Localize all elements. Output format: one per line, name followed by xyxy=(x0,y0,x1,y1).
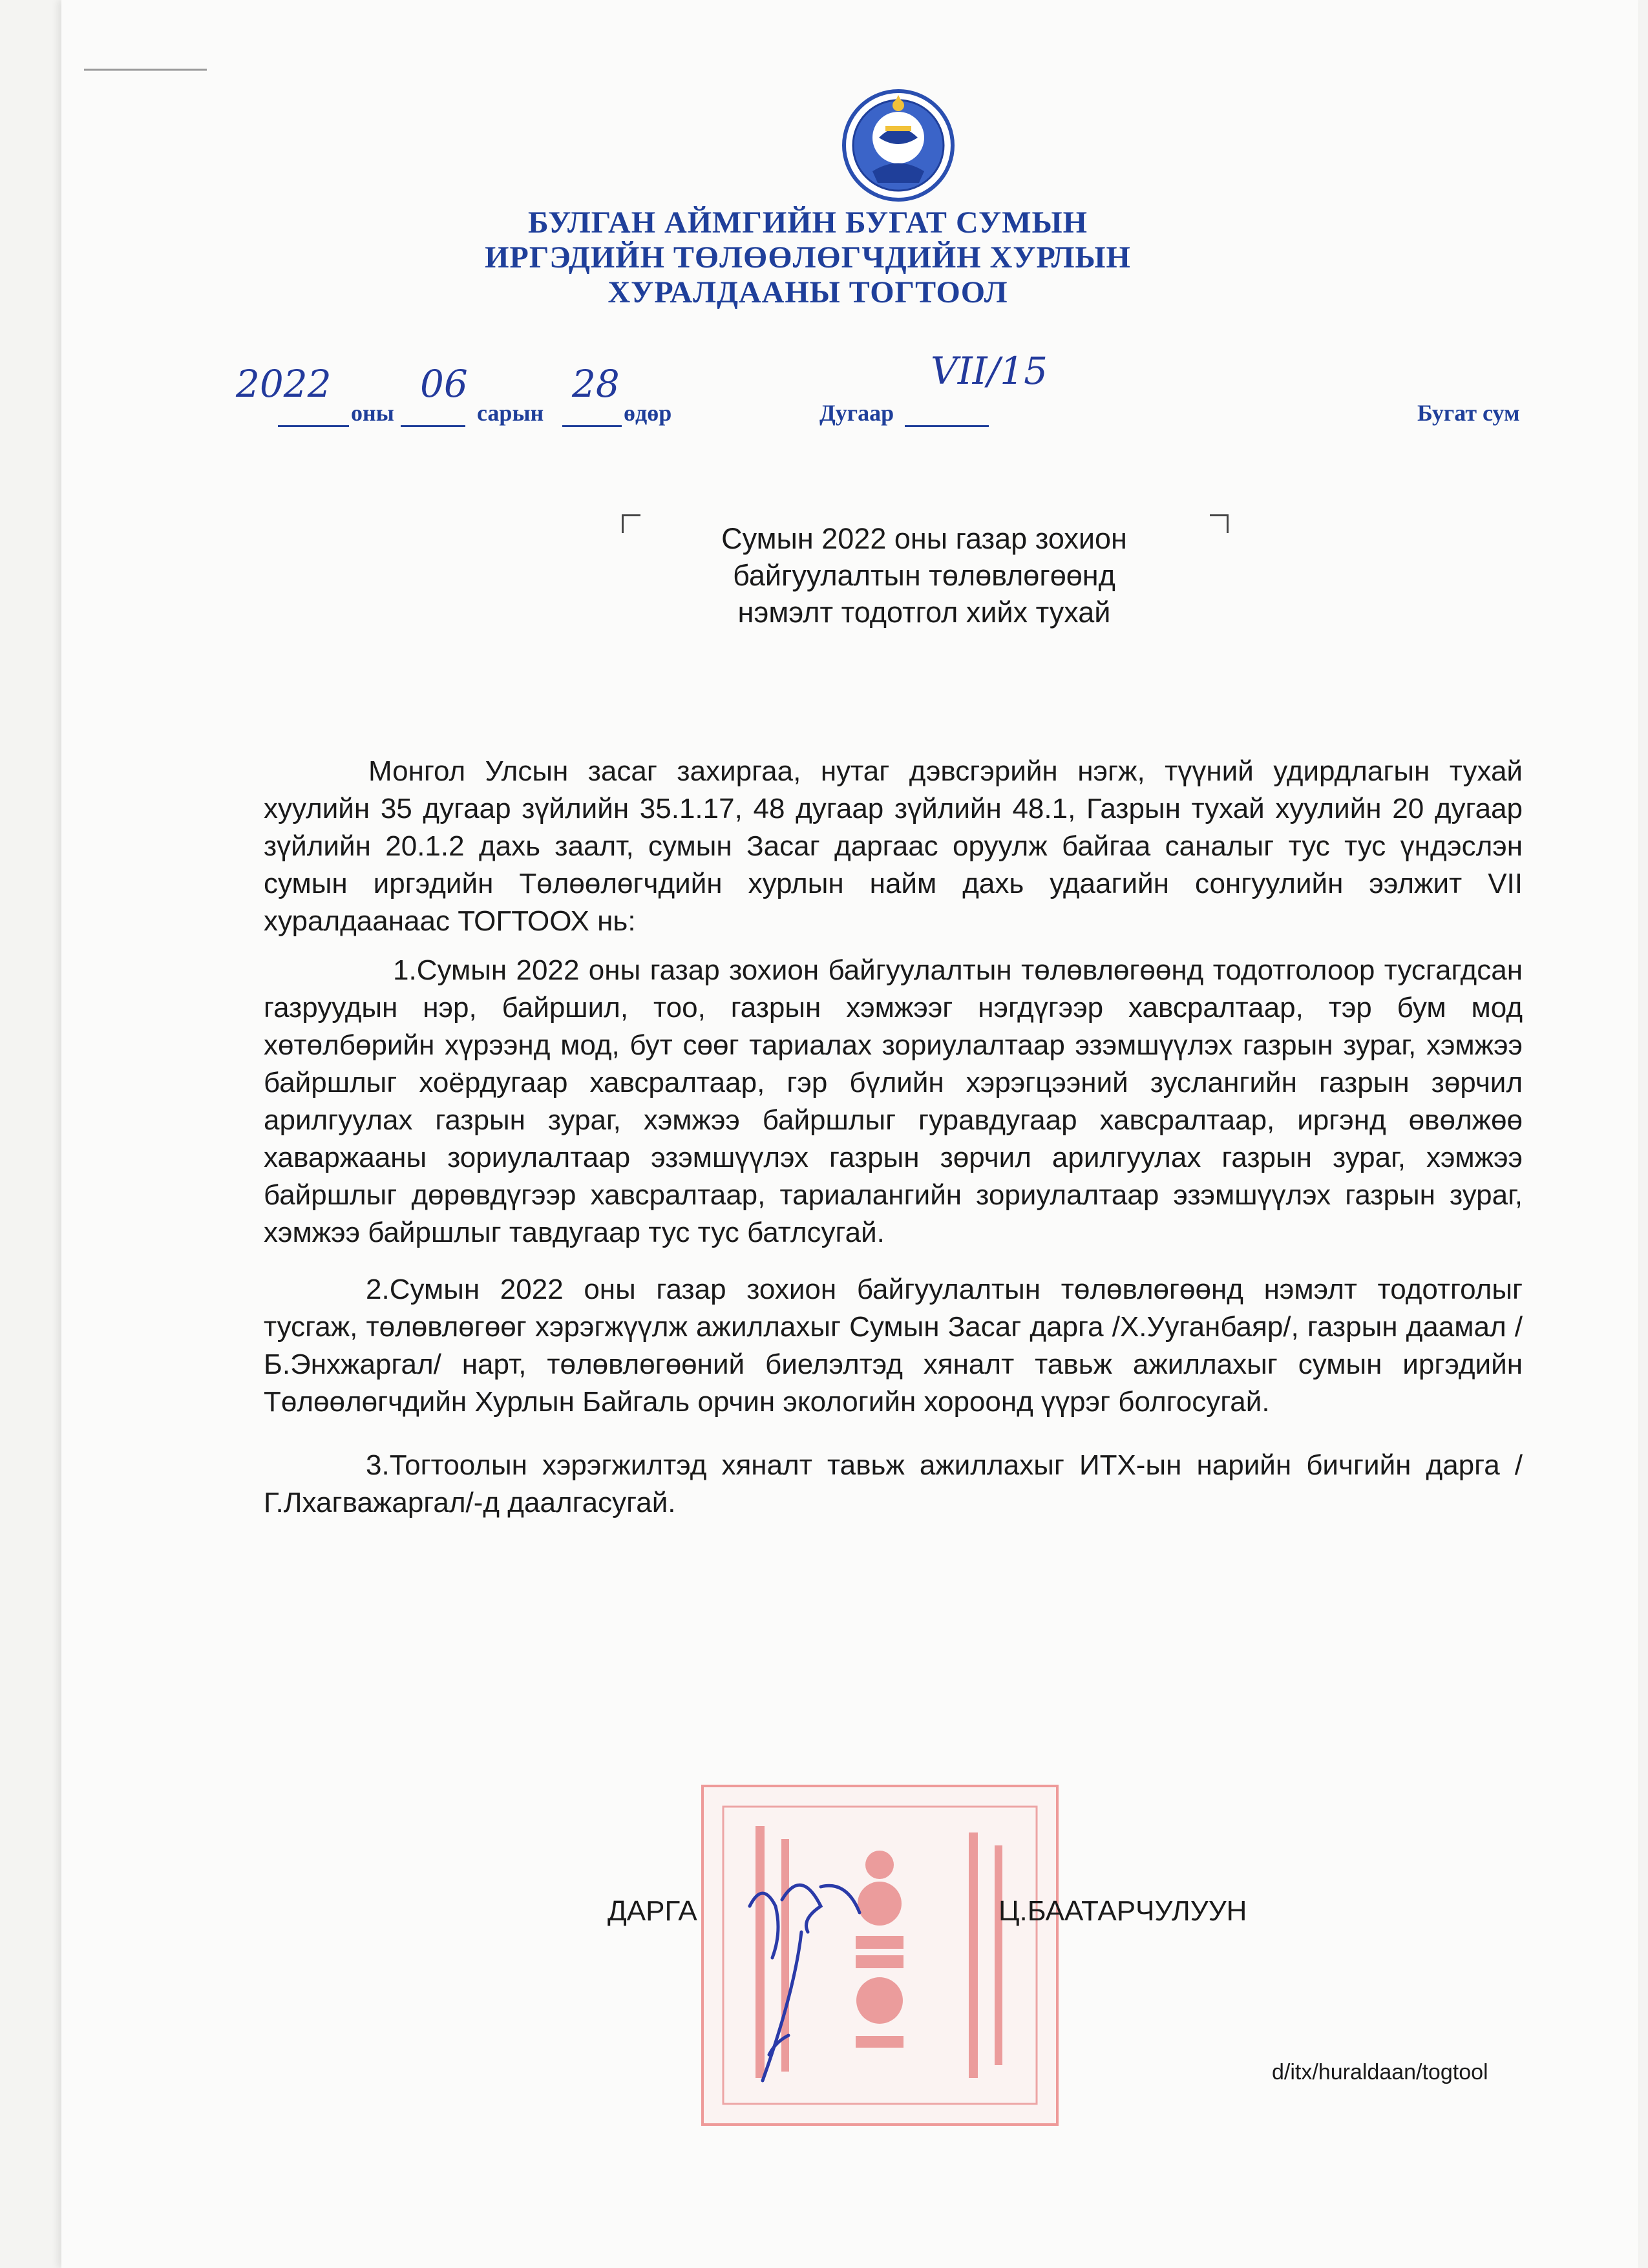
month-underline xyxy=(401,425,465,427)
subject-line-2: байгуулалтын төлөвлөгөөнд xyxy=(733,559,1115,592)
subject-bracket-right xyxy=(1210,514,1229,533)
signatory-name: Ц.БААТАРЧУЛУУН xyxy=(998,1895,1247,1927)
handwritten-day: 28 xyxy=(572,362,620,406)
day-underline xyxy=(562,425,622,427)
resolution-item-1: 1.Сумын 2022 оны газар зохион байгуулалтын төлөвлөгөөнд тодотголоор тусгагдсан газруудын нэр, байршил, тоо, газрын хэмжээг нэгдүгээр хавсралтаар, тэр бум мод хөтөлбөрийн хүрээнд мод, бут сөөг тариалах зориулалтаар эзэмшүүлэх газрын зураг, хэмжээ байршлыг хоёрдугаар хавсралтаар, гэр бүлийн хэрэгцээний зуслангийн газрын зөрчил арилгуулах газрын зураг, хэмжээ байршлыг гуравдугаар хавсралтаар, иргэнд өвөлжөө хаваржааны зориулалтаар эзэмшүүлэх газрын зөрчил арилгуулах газрын зураг, хэмжээ байршлыг дөрөвдүгээр хавсралтаар, тариалангийн зориулалтаар эзэмшүүлэх газрын зураг, хэмжээ байршлыг тавдугаар тус тус батлсугай. xyxy=(264,954,1523,1248)
handwritten-month: 06 xyxy=(420,362,468,406)
document-body xyxy=(264,753,1523,1548)
subject-line-3: нэмэлт тодотгол хийх тухай xyxy=(737,596,1111,629)
subject-line-1: Сумын 2022 оны газар зохион xyxy=(721,522,1127,555)
document-header xyxy=(452,205,1163,310)
header-line-3: ХУРАЛДААНЫ ТОГТООЛ xyxy=(607,275,1008,310)
date-number-line xyxy=(0,349,1648,439)
intro-paragraph: Монгол Улсын засаг захиргаа, нутаг дэвсгэрийн нэгж, түүний удирдлагын тухай хуулийн 35 дугаар зүйлийн 35.1.17, 48 дугаар зүйлийн 48.1, Газрын тухай хуулийн 20 дугаар зүйлийн 20.1.2 дахь заалт, сумын Засаг даргаас оруулж байгаа саналыг тус тус үндэслэн сумын иргэдийн Төлөөлөгчдийн хурлын найм дахь удаагийн сонгуулийн ээлжит VII хуралдаанаас ТОГТООХ нь: xyxy=(264,755,1523,937)
resolution-item-3: 3.Тогтоолын хэрэгжилтэд хяналт тавьж ажиллахыг ИТХ-ын нарийн бичгийн дарга /Г.Лхагважаргал/-д даалгасугай. xyxy=(264,1449,1523,1518)
handwritten-year: 2022 xyxy=(236,362,332,406)
handwritten-number: VII/15 xyxy=(931,349,1048,393)
year-label: оны xyxy=(351,400,394,426)
resolution-item-2: 2.Сумын 2022 оны газар зохион байгуулалтын төлөвлөгөөнд нэмэлт тодотголыг тусгаж, төлөвлөгөөг хэрэгжүүлж ажиллахыг Сумын Засаг дарга /Х.Ууганбаяр/, газрын даамал /Б.Энхжаргал/ нарт, төлөвлөгөөний биелэлтэд хяналт тавьж ажиллахыг сумын иргэдийн Төлөөлөгчдийн Хурлын Байгаль орчин экологийн хороонд үүрэг болгосугай. xyxy=(264,1274,1523,1418)
document-subject xyxy=(646,520,1202,631)
month-label: сарын xyxy=(477,400,544,426)
subject-bracket-left xyxy=(622,514,640,533)
header-line-2: ИРГЭДИЙН ТӨЛӨӨЛӨГЧДИЙН ХУРЛЫН xyxy=(485,240,1131,275)
header-line-1: БУЛГАН АЙМГИЙН БУГАТ СУМЫН xyxy=(528,205,1088,240)
handwritten-signature xyxy=(724,1861,905,2087)
number-label: Дугаар xyxy=(819,400,894,426)
staple-mark xyxy=(84,67,207,72)
number-underline xyxy=(905,425,989,427)
state-emblem-icon xyxy=(840,87,956,204)
signatory-title: ДАРГА xyxy=(607,1895,697,1927)
place-label: Бугат сум xyxy=(1417,400,1520,426)
file-reference: d/itx/huraldaan/togtool xyxy=(1272,2060,1488,2084)
year-underline xyxy=(278,425,349,427)
day-label: өдөр xyxy=(624,400,672,426)
